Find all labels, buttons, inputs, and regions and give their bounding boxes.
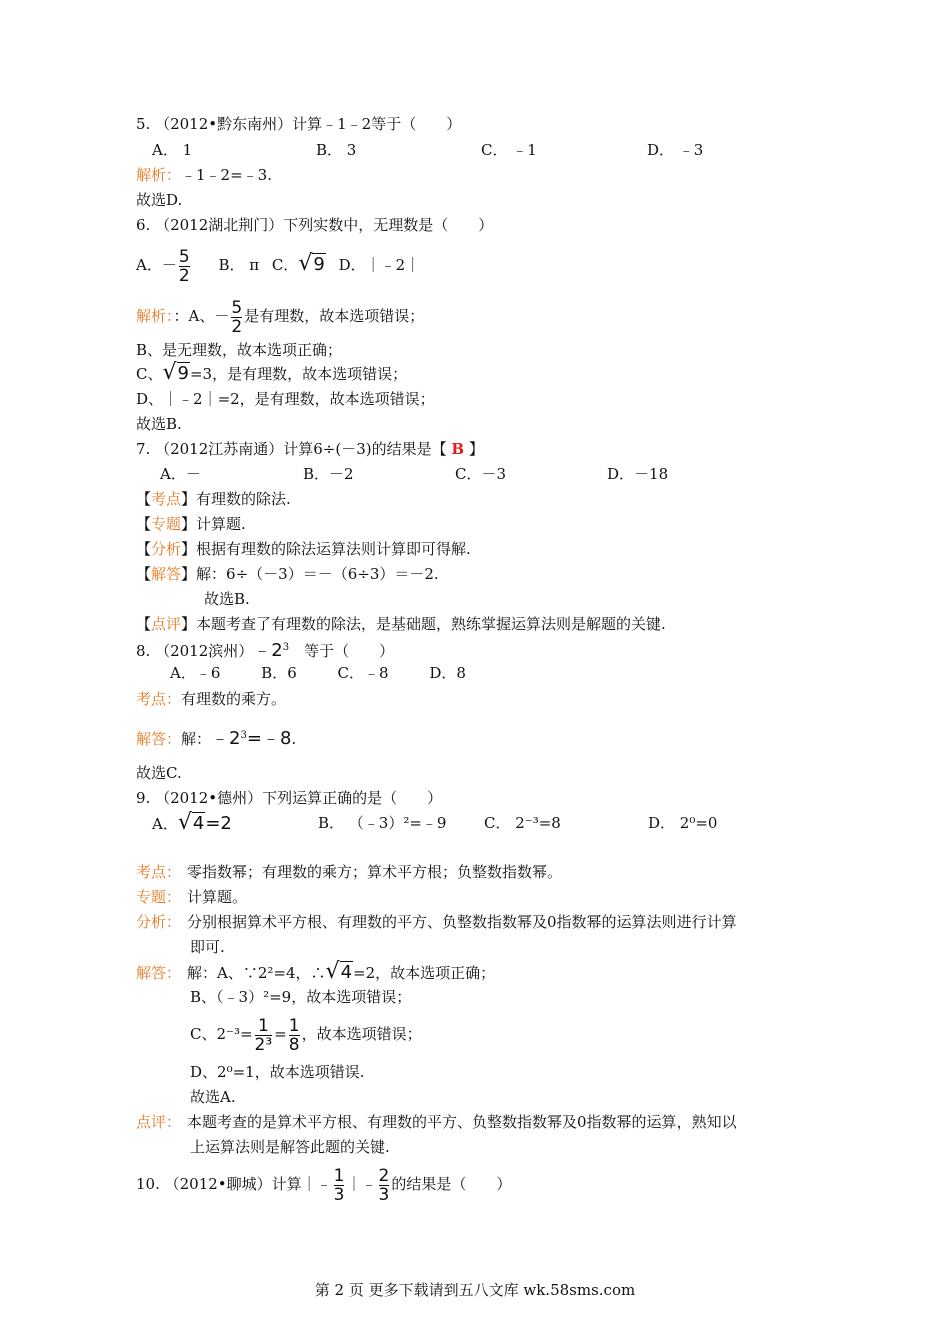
q10-frac1 — [333, 1165, 345, 1205]
frac-num: 5 — [231, 297, 243, 318]
q9-jieda-a-suffix: =2，故本选项正确； — [353, 964, 496, 982]
q5-option-a: A． 1 — [152, 141, 193, 159]
q9-option-a — [152, 812, 232, 835]
q5-answer: 故选D. — [136, 191, 183, 209]
q7-fenxi-text: 根据有理数的除法运算法则计算即可得解. — [196, 540, 471, 558]
q8-jieda: 解答：解：$﹣2^3=﹣8$. — [136, 728, 297, 749]
q8-answer: 故选C. — [136, 764, 182, 782]
q7-jieda: 【解答】解：6÷（－3）＝－（6÷3）＝－2. — [136, 565, 439, 583]
q9-jieda-c-prefix: C、2⁻³= — [190, 1025, 253, 1043]
q5-option-b: B． 3 — [316, 141, 357, 159]
q6-option-c-prefix: C． — [271, 256, 299, 274]
q7-stem-prefix: 7. （2012江苏南通）计算6÷(－3)的结果是【 — [136, 440, 452, 458]
q9-zhuanti-label: 专题： — [136, 888, 182, 906]
sqrt-arg: 4 — [340, 962, 353, 983]
q9-jieda-a-sqrt: √4 — [325, 959, 353, 984]
q9-jieda-b: B、（﹣3）²=9，故本选项错误； — [190, 988, 412, 1006]
q8-options — [170, 662, 466, 684]
q6-jiexi-a — [136, 296, 424, 336]
q8-option-b: B．6 — [261, 664, 297, 682]
q9-dianping-label: 点评： — [136, 1113, 182, 1131]
q8-kaodian-label: 考点： — [136, 690, 182, 708]
q6-jiexi-a-prefix: ：A、－ — [173, 307, 230, 325]
q9-dianping-text1: 本题考查的是算术平方根、有理数的平方、负整数指数幂及0指数幂的运算，熟知以 — [187, 1113, 737, 1131]
q9-kaodian-label: 考点： — [136, 863, 182, 881]
frac-num: 1 — [288, 1015, 300, 1036]
q6-jiexi-label: 解析： — [136, 307, 174, 325]
q9-dianping — [136, 1111, 737, 1133]
q9-zhuanti — [136, 886, 247, 908]
q7-kaodian-label: 考点 — [151, 490, 182, 508]
frac-den: 3 — [378, 1184, 390, 1205]
q8-option-c: C．﹣8 — [337, 664, 389, 682]
q10-stem-suffix: 的结果是（ ） — [391, 1175, 512, 1193]
q7-option-b: B．－2 — [303, 465, 354, 483]
q7-kaodian: 【考点】有理数的除法. — [136, 490, 291, 508]
q9-jieda-c-eq: = — [274, 1025, 287, 1043]
q9-fenxi-cont: 即可. — [190, 938, 225, 956]
frac-den: 2 — [178, 265, 190, 286]
q7-dianping: 【点评】本题考查了有理数的除法，是基础题，熟练掌握运算法则是解题的关键. — [136, 615, 666, 633]
q8-jieda-prefix: 解： — [181, 730, 212, 748]
q5-jiexi-text: ﹣1﹣2=﹣3. — [181, 166, 272, 184]
q8-jieda-result: =﹣8 — [246, 728, 292, 749]
frac-den: 2³ — [254, 1034, 273, 1055]
q6-option-a-fraction — [178, 246, 190, 286]
q6-stem: 6. （2012湖北荆门）下列实数中，无理数是（ ） — [136, 216, 494, 234]
q9-jieda-c-frac1 — [254, 1015, 273, 1055]
q7-stem-suffix: 】 — [464, 440, 484, 458]
frac-den: 8 — [288, 1034, 300, 1055]
q8-stem-expr: ﹣2 — [253, 640, 283, 661]
frac-den: 3 — [333, 1184, 345, 1205]
q8-stem — [136, 637, 394, 662]
q6-line-c-sqrt: √9 — [162, 360, 189, 385]
q10-stem-prefix: 10. （2012•聊城）计算｜﹣ — [136, 1175, 332, 1193]
q9-zhuanti-text: 计算题。 — [187, 888, 248, 906]
q5-jiexi — [136, 164, 272, 186]
q8-option-a: A．﹣6 — [170, 664, 221, 682]
q6-option-d: D．｜﹣2｜ — [338, 256, 421, 274]
q6-options — [136, 244, 420, 285]
frac-num: 5 — [178, 246, 190, 267]
q8-stem-prefix: 8. （2012滨州） — [136, 642, 254, 660]
q8-jieda-label: 解答： — [136, 730, 182, 748]
sqrt-arg: 4 — [192, 813, 205, 834]
q7-option-c: C．－3 — [455, 465, 507, 483]
q9-fenxi-text1: 分别根据算术平方根、有理数的平方、负整数指数幂及0指数幂的运算法则进行计算 — [187, 913, 737, 931]
frac-num: 2 — [378, 1165, 390, 1186]
q6-line-c — [136, 362, 407, 385]
q9-jieda-c — [190, 1014, 422, 1054]
q7-option-a: A．－ — [160, 465, 201, 483]
frac-num: 1 — [257, 1015, 269, 1036]
q9-dianping-cont: 上运算法则是解答此题的关键. — [190, 1138, 390, 1156]
q7-fenxi: 【分析】根据有理数的除法运算法则计算即可得解. — [136, 540, 471, 558]
q6-answer: 故选B. — [136, 415, 182, 433]
q7-stem-answer: B — [451, 440, 465, 458]
q9-option-a-sqrt: √4 — [177, 810, 205, 835]
q6-option-a-prefix: A．－ — [136, 256, 177, 274]
q7-dianping-text: 本题考查了有理数的除法，是基础题，熟练掌握运算法则是解题的关键. — [196, 615, 666, 633]
sqrt-arg: 9 — [313, 254, 325, 275]
q10-mid: ｜﹣ — [346, 1175, 377, 1193]
q6-option-b: B． π — [218, 256, 260, 274]
q9-jieda-answer: 故选A. — [190, 1088, 236, 1106]
q9-option-c: C． 2⁻³=8 — [484, 814, 561, 832]
q5-jiexi-label: 解析： — [136, 166, 182, 184]
q7-jieda-text: 解：6÷（－3）＝－（6÷3）＝－2. — [196, 565, 439, 583]
q8-stem-suffix: 等于（ ） — [289, 642, 395, 660]
q7-zhuanti: 【专题】计算题. — [136, 515, 246, 533]
q6-option-c-sqrt: √9 — [298, 251, 325, 276]
q8-stem-exp: 3 — [282, 642, 290, 653]
q9-fenxi — [136, 911, 737, 933]
q5-stem: 5. （2012•黔东南州）计算﹣1﹣2等于（ ） — [136, 115, 462, 133]
q9-jieda-a-prefix: 解：A、∵2²=4，∴ — [187, 964, 326, 982]
q7-zhuanti-text: 计算题. — [196, 515, 246, 533]
q5-option-c: C． ﹣1 — [481, 141, 537, 159]
q9-option-b: B． （﹣3）²=﹣9 — [318, 814, 447, 832]
q7-kaodian-text: 有理数的除法. — [196, 490, 291, 508]
frac-num: 1 — [333, 1165, 345, 1186]
q5-option-d: D． ﹣3 — [647, 141, 704, 159]
q6-line-b: B、是无理数，故本选项正确； — [136, 341, 343, 359]
q6-line-c-prefix: C、 — [136, 365, 163, 383]
q10-frac2 — [378, 1165, 390, 1205]
q7-jieda-answer: 故选B. — [204, 590, 250, 608]
q9-jieda-c-suffix: ，故本选项错误； — [301, 1025, 422, 1043]
frac-den: 2 — [231, 316, 243, 337]
q10-stem — [136, 1163, 511, 1205]
page-footer: 第 2 页 更多下载请到五八文库 wk.58sms.com — [314, 1281, 636, 1299]
q9-stem: 9. （2012•德州）下列运算正确的是（ ） — [136, 789, 443, 807]
q9-option-a-prefix: A． — [152, 815, 178, 833]
q8-jieda-exp: 3 — [240, 730, 247, 741]
q9-kaodian-text: 零指数幂；有理数的乘方；算术平方根；负整数指数幂。 — [187, 863, 563, 881]
q8-kaodian-text: 有理数的乘方。 — [181, 690, 287, 708]
q7-stem — [136, 438, 484, 460]
q6-jiexi-fraction — [231, 297, 243, 337]
q9-fenxi-label: 分析： — [136, 913, 182, 931]
q7-dianping-label: 点评 — [151, 615, 182, 633]
q9-option-a-suffix: =2 — [205, 813, 232, 834]
q8-kaodian — [136, 688, 286, 710]
q7-fenxi-label: 分析 — [151, 540, 182, 558]
q8-jieda-expr: ﹣2 — [211, 728, 241, 749]
q9-jieda-d: D、2⁰=1，故本选项错误. — [190, 1063, 365, 1081]
q8-option-d: D．8 — [429, 664, 466, 682]
q7-jieda-label: 解答 — [151, 565, 182, 583]
sqrt-arg: 9 — [177, 363, 189, 384]
q9-kaodian — [136, 861, 562, 883]
q9-option-d: D． 2⁰=0 — [648, 814, 718, 832]
q9-jieda-a — [136, 961, 495, 984]
q6-line-c-suffix: =3，是有理数，故本选项错误； — [189, 365, 408, 383]
q6-jiexi-a-suffix: 是有理数，故本选项错误； — [244, 307, 425, 325]
q7-zhuanti-label: 专题 — [151, 515, 182, 533]
q6-line-d: D、｜﹣2｜=2，是有理数，故本选项错误； — [136, 390, 435, 408]
q7-option-d: D．－18 — [607, 465, 669, 483]
q9-jieda-c-frac2 — [288, 1015, 300, 1055]
q9-jieda-label: 解答： — [136, 964, 182, 982]
